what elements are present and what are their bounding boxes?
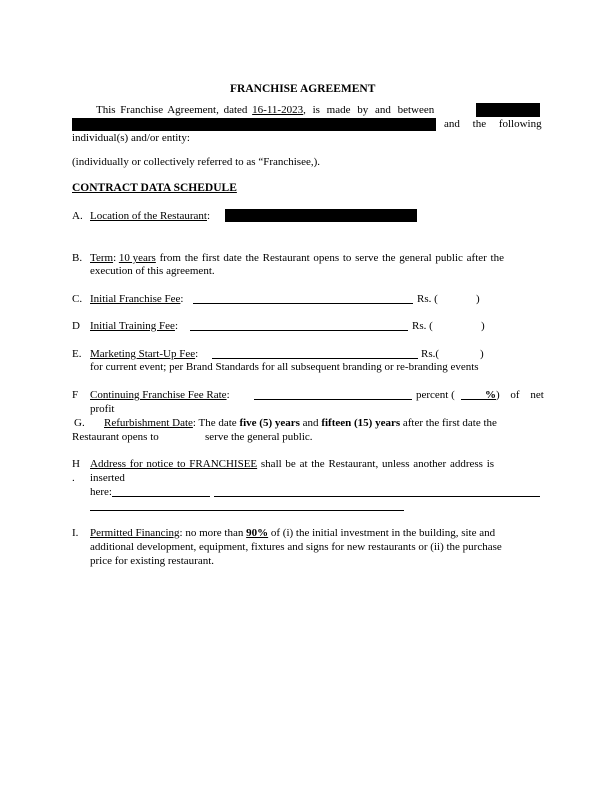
item-f-line-2: profit [90, 403, 115, 415]
item-i-label: Permitted Financing [90, 527, 180, 539]
term-years: 10 years [118, 252, 156, 264]
item-g-line-2b: serve the general public. [205, 431, 313, 443]
item-c-rs: Rs. ( [417, 293, 438, 305]
item-e-colon: : [195, 348, 199, 360]
item-f-label: Continuing Franchise Fee Rate [90, 389, 227, 401]
item-g-line-2a: Restaurant opens to [72, 431, 159, 443]
franchise-fee-rate-blank[interactable] [254, 399, 412, 400]
initial-franchise-fee-blank[interactable] [193, 303, 413, 304]
item-e-letter: E. [72, 348, 82, 360]
agreement-date: 16-11-2023 [252, 104, 304, 116]
item-b-line-2: execution of this agreement. [90, 265, 215, 277]
item-e-line-1 [90, 348, 198, 361]
item-c-letter: C. [72, 293, 83, 305]
item-f-percent: percent ( [416, 389, 455, 401]
notice-address-blank-3[interactable] [90, 510, 404, 511]
item-e-label: Marketing Start-Up Fee [90, 348, 196, 360]
redacted-restaurant-location [225, 209, 417, 222]
item-g-t3: after the first date the [400, 417, 497, 429]
intro-line-4: (individually or collectively referred to as “Franchisee,). [72, 156, 321, 168]
item-i-line-2: additional development, equipment, fixtures and signs for new restaurants or (ii) the purchase [90, 541, 502, 553]
item-f-colon: : [226, 389, 230, 401]
item-d-rs: Rs. ( [412, 320, 433, 332]
item-h-dot: . [72, 472, 75, 484]
redacted-party-name-2 [72, 118, 436, 131]
intro-line-3: individual(s) and/or entity: [72, 132, 190, 144]
item-f-letter: F [72, 389, 79, 401]
refurb-fifteen-years: fifteen (15) years [321, 417, 401, 429]
financing-percent: 90% [246, 527, 269, 539]
notice-address-blank-2[interactable] [214, 496, 540, 497]
item-h-line-2: inserted [90, 472, 125, 484]
item-a-line [90, 210, 210, 223]
item-c-label: Initial Franchise Fee [90, 293, 181, 305]
intro-text-b: , is made by and between [303, 104, 435, 116]
item-i-t1: : no more than [179, 527, 247, 539]
item-c-line [90, 293, 183, 306]
item-b-colon: : [113, 252, 117, 264]
item-g-line-1 [104, 417, 497, 430]
item-h-label: Address for notice to FRANCHISEE [90, 458, 258, 470]
item-g-letter: G. [74, 417, 85, 429]
initial-training-fee-blank[interactable] [190, 330, 408, 331]
item-g-t2: and [299, 417, 322, 429]
item-b-label: Term [90, 252, 114, 264]
item-h-line-1 [90, 458, 494, 471]
item-e-line-2: for current event; per Brand Standards for all subsequent branding or re-branding events [90, 361, 479, 373]
item-d-close: ) [481, 320, 485, 332]
item-b-letter: B. [72, 252, 83, 264]
percent-sign: % [485, 389, 496, 401]
intro-text-a: This Franchise Agreement, dated [96, 104, 253, 116]
refurb-five-years: five (5) years [239, 417, 300, 429]
item-c-colon: : [180, 293, 184, 305]
item-c-close: ) [476, 293, 480, 305]
item-d-line [90, 320, 178, 333]
item-b-text-1: from the first date the Restaurant opens to serve the general public after the [155, 252, 504, 264]
item-d-label: Initial Training Fee [90, 320, 175, 332]
intro-line-2: and the following [444, 118, 542, 130]
item-e-rs: Rs.( [421, 348, 440, 360]
redacted-party-name-1 [476, 103, 540, 117]
item-f-pct-sign [485, 389, 544, 402]
item-h-text-1: shall be at the Restaurant, unless another address is [257, 458, 495, 470]
item-g-label: Refurbishment Date [104, 417, 193, 429]
item-i-t2: of (i) the initial investment in the building, site and [268, 527, 496, 539]
intro-line-1 [96, 104, 434, 117]
item-a-label: Location of the Restaurant [90, 210, 207, 222]
item-d-colon: : [174, 320, 179, 332]
item-i-letter: I. [72, 527, 79, 539]
item-d-letter: D [72, 320, 80, 332]
item-h-here: here: [90, 486, 112, 498]
notice-address-blank-1[interactable] [112, 496, 210, 497]
item-e-close: ) [480, 348, 484, 360]
marketing-fee-blank[interactable] [212, 358, 418, 359]
item-g-t1: : The date [192, 417, 240, 429]
item-a-colon: : [207, 210, 211, 222]
item-f-pct-close: ) of net [496, 389, 544, 401]
item-h-letter: H [72, 458, 80, 470]
schedule-heading: CONTRACT DATA SCHEDULE [72, 182, 237, 194]
item-b-line-1 [90, 252, 504, 265]
item-i-line-3: price for existing restaurant. [90, 555, 215, 567]
item-f-line-1 [90, 389, 230, 402]
document-title: FRANCHISE AGREEMENT [230, 83, 376, 95]
item-a-letter: A. [72, 210, 83, 222]
item-i-line-1 [90, 527, 495, 540]
percent-blank[interactable] [461, 399, 485, 400]
